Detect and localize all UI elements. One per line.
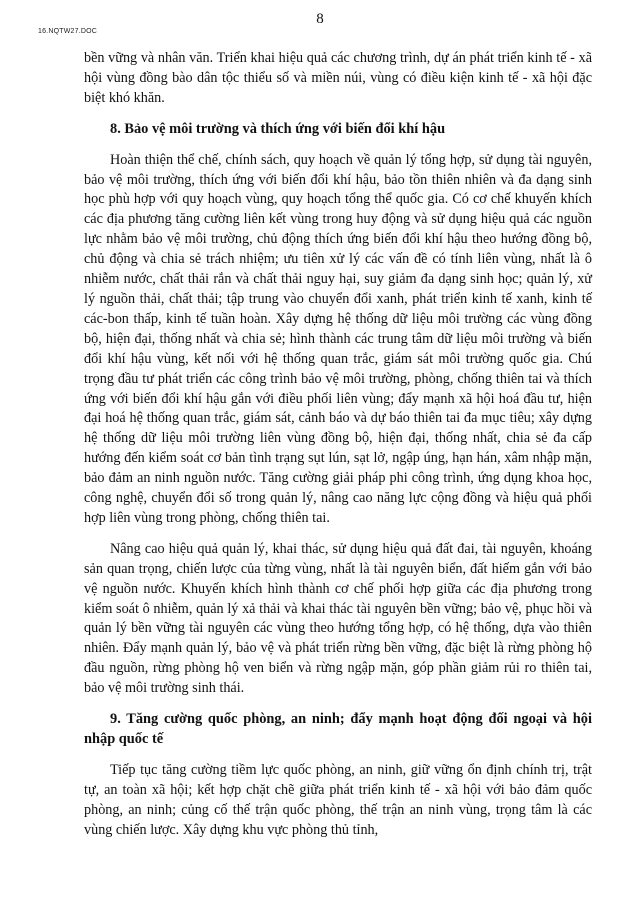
section-8-heading: 8. Bảo vệ môi trường và thích ứng với biến đổi khí hậu	[110, 120, 446, 137]
spacer	[84, 140, 592, 151]
file-label: 16.NQTW27.DOC	[38, 28, 97, 35]
section-9-heading: 9. Tăng cường quốc phòng, an ninh; đẩy mạnh hoạt động đối ngoại và hội nhập quốc tế	[84, 711, 592, 747]
spacer	[84, 529, 592, 540]
spacer	[84, 109, 592, 120]
continuation-paragraph: bền vững và nhân văn. Triển khai hiệu quả các chương trình, dự án phát triển kinh tế - xã hội vùng đồng bào dân tộc thiểu số và miền núi, vùng có điều kiện kinh tế - xã hội đặc biệt khó khăn.	[84, 50, 592, 106]
spacer	[84, 699, 592, 710]
section-9-paragraph-1: Tiếp tục tăng cường tiềm lực quốc phòng, an ninh, giữ vững ổn định chính trị, trật tự, an toàn xã hội; kết hợp chặt chẽ giữa phát triển kinh tế - xã hội với bảo đảm quốc phòng, an ninh; củng cố thế trận quốc phòng, thế trận an ninh vùng, trọng tâm là các vùng chiến lược. Xây dựng khu vực phòng thủ tỉnh,	[84, 761, 592, 838]
document-body	[84, 49, 592, 841]
page-number: 8	[316, 11, 324, 27]
section-8-paragraph-1: Hoàn thiện thể chế, chính sách, quy hoạch về quản lý tổng hợp, sử dụng tài nguyên, bảo vệ môi trường, thích ứng với biến đổi khí hậu, bảo tồn thiên nhiên và đa dạng sinh học phù hợp với quy hoạch vùng, quy hoạch tổng thể quốc gia. Có cơ chế khuyến khích các địa phương tăng cường liên kết vùng trong huy động và sử dụng hiệu quả các nguồn lực nhằm bảo vệ môi trường, chủ động thích ứng biến đổi khí hậu theo hướng đồng bộ, chủ động và chia sẻ trách nhiệm; ưu tiên xử lý các vấn đề có tính liên vùng, nhất là ô nhiễm nước, chất thải rắn và chất thải nguy hại, suy giảm đa dạng sinh học; quản lý, xử lý nguồn thải, chất thải; tập trung vào chuyển đổi xanh, phát triển kinh tế xanh, kinh tế các-bon thấp, kinh tế tuần hoàn. Xây dựng hệ thống dữ liệu môi trường các vùng đồng bộ, hiện đại, thống nhất và chia sẻ; hình thành các trung tâm dữ liệu môi trường và biến đổi khí hậu vùng, kết nối với hệ thống quan trắc, giám sát môi trường quốc gia. Chú trọng đầu tư phát triển các công trình bảo vệ môi trường, phòng, chống thiên tai và thích ứng với biến đổi khí hậu gắn với điều phối liên vùng; đẩy mạnh xã hội hoá đầu tư, hiện đại hoá hệ thống quan trắc, giám sát, cảnh báo và dự báo thiên tai đa mục tiêu; xây dựng hệ thống dữ liệu môi trường liên vùng đồng bộ, hiện đại, thống nhất, chia sẻ đa cấp hướng đến kiểm soát cơ bản tình trạng sụt lún, sạt lở, ngập úng, hạn hán, xâm nhập mặn, bảo đảm an ninh nguồn nước. Tăng cường giải pháp phi công trình, ứng dụng khoa học, công nghệ, chuyển đổi số trong quản lý, nâng cao năng lực cộng đồng và hiệu quả phối hợp liên vùng trong phòng, chống thiên tai.	[84, 151, 592, 526]
spacer	[84, 750, 592, 761]
section-8-paragraph-2: Nâng cao hiệu quả quản lý, khai thác, sử dụng hiệu quả đất đai, tài nguyên, khoáng sản quan trọng, chiến lược của từng vùng, nhất là tài nguyên biển, đất hiếm gắn với bảo vệ nguồn nước. Khuyến khích hình thành cơ chế phối hợp giữa các địa phương trong kiểm soát ô nhiễm, quản lý xả thải và khai thác tài nguyên bền vững; bảo vệ, phục hồi và quản lý bền vững tài nguyên các vùng theo hướng tổng hợp, có hệ thống, dựa vào thiên nhiên. Đẩy mạnh quản lý, bảo vệ và phát triển rừng bền vững, đặc biệt là rừng phòng hộ đầu nguồn, rừng phòng hộ ven biển và rừng ngập mặn, góp phần giảm rủi ro thiên tai, bảo vệ môi trường sinh thái.	[84, 540, 592, 697]
